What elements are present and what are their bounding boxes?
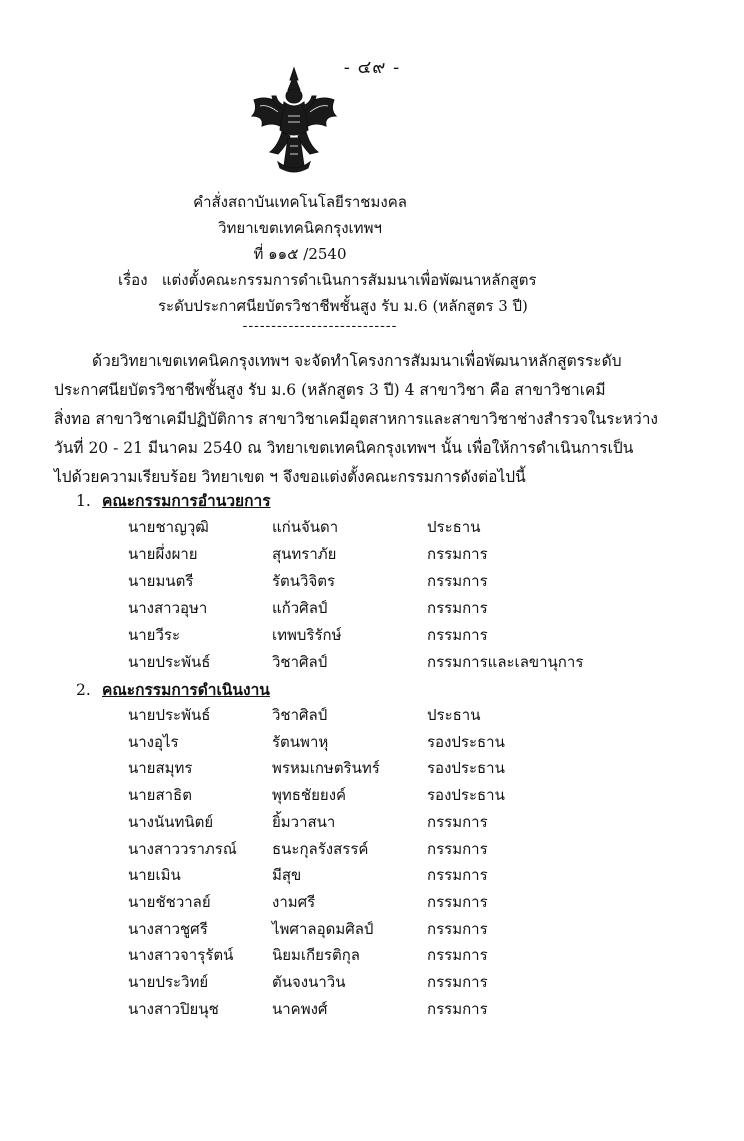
order-heading-line2: วิทยาเขตเทคนิคกรุงเทพฯ [218, 219, 382, 237]
member-first-name: นายสมุทร [128, 759, 193, 778]
member-first-name: นายวีระ [128, 626, 181, 644]
member-first-name: นางสาวปิยนุช [128, 999, 219, 1018]
member-role: กรรมการ [427, 892, 488, 911]
member-last-name: แก้วศิลป์ [272, 599, 328, 617]
member-role: กรรมการ [427, 812, 488, 831]
member-row [0, 917, 744, 941]
member-role: กรรมการ [427, 919, 488, 938]
member-first-name: นายประวิทย์ [128, 973, 209, 991]
section-number: 2. [76, 681, 91, 699]
member-first-name: นายชาญวุฒิ [128, 518, 209, 536]
section-title: คณะกรรมการดำเนินงาน [102, 680, 270, 699]
member-row [0, 837, 744, 861]
member-role: ประธาน [427, 706, 481, 724]
member-role: กรรมการ [427, 599, 488, 617]
member-first-name: นายประพันธ์ [128, 653, 211, 671]
member-first-name: นางสาวอุษา [128, 599, 208, 617]
member-row [0, 810, 744, 834]
subject-text-line2: ระดับประกาศนียบัตรวิชาชีพชั้นสูง รับ ม.6 (หลักสูตร 3 ปี) [158, 297, 528, 315]
member-role: กรรมการ [427, 839, 488, 858]
member-row [0, 650, 744, 674]
member-role: ประธาน [427, 518, 481, 536]
order-heading-line1: คำสั่งสถาบันเทคโนโลยีราชมงคล [193, 193, 407, 211]
member-role: กรรมการและเลขานุการ [427, 653, 584, 671]
member-last-name: สุนทราภัย [272, 545, 337, 563]
member-row [0, 756, 744, 780]
member-row [0, 890, 744, 914]
section-title: คณะกรรมการอำนวยการ [102, 491, 271, 510]
member-last-name: พุทธชัยยงค์ [272, 786, 347, 805]
section-number: 1. [76, 492, 91, 510]
member-first-name: นางสาววราภรณ์ [128, 839, 237, 858]
member-first-name: นายมนตรี [128, 572, 194, 590]
subject-label: เรื่อง [118, 271, 148, 289]
member-last-name: ยิ้มวาสนา [272, 812, 336, 831]
page-number: - ๔๙ - [343, 57, 401, 78]
member-role: รองประธาน [427, 732, 505, 751]
member-first-name: นางนันทนิตย์ [128, 812, 214, 831]
member-last-name: ธนะกุลรังสรรค์ [272, 839, 369, 858]
section-heading [76, 677, 270, 702]
garuda-emblem-icon [248, 66, 340, 174]
separator-line: --------------------------- [242, 318, 398, 334]
member-role: รองประธาน [427, 786, 505, 805]
member-last-name: นาคพงศ์ [272, 999, 328, 1018]
member-row [0, 623, 744, 647]
member-role: กรรมการ [427, 946, 488, 965]
paragraph-line: ไปด้วยความเรียบร้อย วิทยาเขต ฯ จึงขอแต่งตั้งคณะกรรมการดังต่อไปนี้ [54, 468, 526, 486]
subject-line [118, 268, 537, 292]
member-first-name: นายผึ่งผาย [128, 545, 198, 563]
member-row [0, 730, 744, 754]
subject-text-line1: แต่งตั้งคณะกรรมการดำเนินการสัมมนาเพื่อพัฒนาหลักสูตร [161, 271, 537, 289]
member-role: กรรมการ [427, 999, 488, 1018]
member-role: กรรมการ [427, 626, 488, 644]
member-row [0, 863, 744, 887]
member-last-name: แก่นจันดา [272, 518, 339, 536]
member-row [0, 515, 744, 539]
member-role: กรรมการ [427, 545, 488, 563]
member-row [0, 970, 744, 994]
order-number: ที่ ๑๑๕ /2540 [253, 245, 347, 263]
member-first-name: นายประพันธ์ [128, 706, 211, 724]
member-first-name: นายเมิน [128, 866, 181, 885]
member-role: รองประธาน [427, 759, 505, 778]
member-last-name: นิยมเกียรติกุล [272, 946, 361, 965]
member-first-name: นางอุไร [128, 732, 179, 751]
member-last-name: งามศรี [272, 892, 316, 911]
member-row [0, 569, 744, 593]
member-last-name: รัตนวิจิตร [272, 572, 336, 590]
member-first-name: นางสาวชูศรี [128, 919, 208, 938]
member-first-name: นายชัชวาลย์ [128, 892, 211, 911]
paragraph-line: สิ่งทอ สาขาวิชาเคมีปฏิบัติการ สาขาวิชาเคมีอุตสาหการและสาขาวิชาช่างสำรวจในระหว่าง [54, 410, 658, 428]
paragraph-line: ด้วยวิทยาเขตเทคนิคกรุงเทพฯ จะจัดทำโครงการสัมมนาเพื่อพัฒนาหลักสูตรระดับ [92, 352, 622, 370]
member-last-name: ตันจงนาวิน [272, 973, 346, 991]
member-row [0, 542, 744, 566]
member-role: กรรมการ [427, 572, 488, 590]
member-last-name: มีสุข [272, 866, 302, 885]
section-heading [76, 488, 271, 513]
member-role: กรรมการ [427, 973, 488, 991]
member-row [0, 703, 744, 727]
member-last-name: พรหมเกษตรินทร์ [272, 759, 380, 778]
paragraph-line: ประกาศนียบัตรวิชาชีพชั้นสูง รับ ม.6 (หลักสูตร 3 ปี) 4 สาขาวิชา คือ สาขาวิชาเคมี [54, 381, 606, 399]
member-last-name: วิชาศิลป์ [272, 653, 328, 671]
member-first-name: นายสาธิต [128, 786, 192, 805]
member-last-name: รัตนพาหุ [272, 732, 329, 751]
member-last-name: วิชาศิลป์ [272, 706, 328, 724]
member-row [0, 943, 744, 967]
member-row [0, 596, 744, 620]
member-row [0, 997, 744, 1021]
member-first-name: นางสาวจารุรัตน์ [128, 946, 234, 965]
member-row [0, 783, 744, 807]
member-last-name: ไพศาลอุดมศิลป์ [272, 919, 374, 938]
member-last-name: เทพบริรักษ์ [272, 626, 342, 644]
member-role: กรรมการ [427, 866, 488, 885]
paragraph-line: วันที่ 20 - 21 มีนาคม 2540 ณ วิทยาเขตเทคนิคกรุงเทพฯ นั้น เพื่อให้การดำเนินการเป็น [54, 439, 634, 457]
